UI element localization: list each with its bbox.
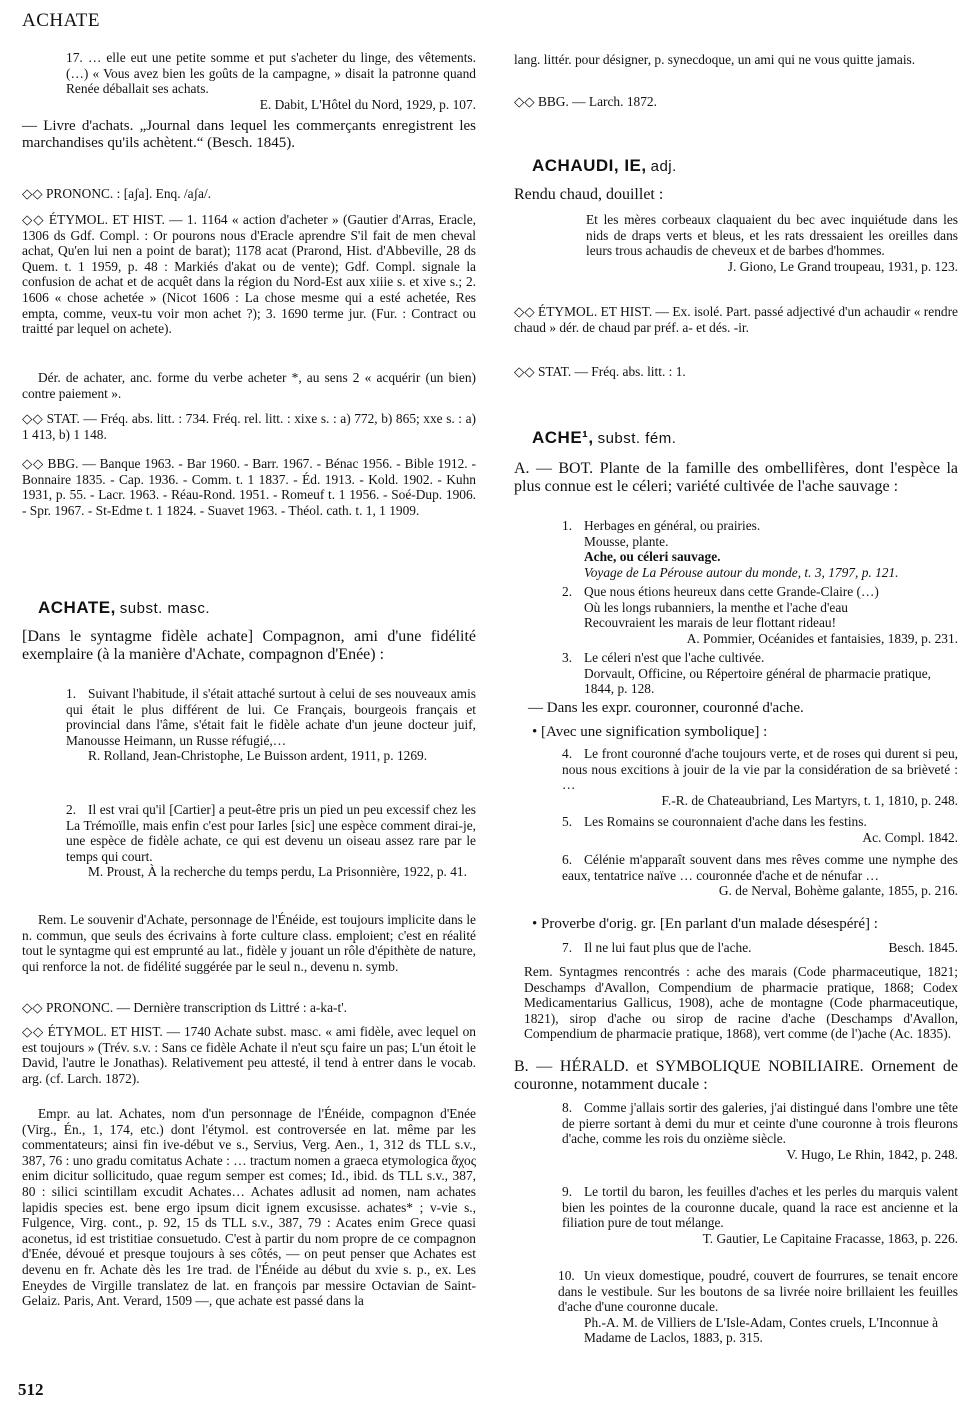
- part-of-speech: subst. fém.: [597, 430, 677, 447]
- headword: ACHE¹,: [532, 428, 594, 447]
- achate-emprunt: Empr. au lat. Achates, nom d'un personnage de l'Énéide, compagnon d'Enée (Virg., Én., 1, 174, etc.) dont l'étymol. est controversée en lat. même par les commentateurs; ainsi fin ive-début ve s., Servius, Verg. Aen., 1, 312 ds TLL s.v., 387, 76 : uno gradu comitatus Achate : … tractum nomen a graeca etymologica ἄχος enim dicitur sollicitudo, quae regum semper est comes; Id., ibid. ds TLL s.v., 387, 80 : silici scintillam excudit Achates… Achates adlusit ad nomen, nam achates lapidis species est. bene ergo ipsum dicit ignem excusisse. achates* ; v-vie s., Fulgence, Virg. cont., p. 92, 15 ds TLL s.v., 387, 79 : Acates enim Grece quasi aconetus, id est tristitiae consuetudo. C'est à partir du nom propre de ce compagnon d'Enée, dévoué et presque toujours à ses côtés, — on peut penser que Achates est devenu en fr. Achate dès les 1re trad. de l'Énéide au début du xvie s. p., ex. Les Eneydes de Virgille translatez de lat. en françois par messire Octavian de Saint-Gelaiz. Paris, Ant. Verard, 1509 —, que achate est passé dans la: [22, 1106, 476, 1309]
- entry-achate-head: [38, 598, 210, 618]
- achaudi-definition: Rendu chaud, douillet :: [514, 186, 664, 203]
- ache-citation-2: 2. Que nous étions heureux dans cette Grande-Claire (…) Où les longs rubanniers, la menthe et l'ache d'eau Recouvraient les marais de leur flottant rideau! A. Pommier, Océanides et fantaisies, 1839, p. 231.: [562, 584, 958, 646]
- ache-citation-4: 4. Le front couronné d'ache toujours verte, et de roses qui durent si peu, nous nous excitions à jouir de la vie par la considération de sa brièveté : … F.-R. de Chateaubriand, Les Martyrs, t. 1, 1810, p. 248.: [562, 746, 958, 808]
- bbg-achate: ◇◇ BBG. — Larch. 1872.: [514, 94, 657, 109]
- ache-proverbe: • Proverbe d'orig. gr. [En parlant d'un malade désespéré] :: [532, 916, 878, 932]
- achate-citation-2: 2. Il est vrai qu'il [Cartier] a peut-être pris un pied un peu excessif chez les La Trémoïlle, mais enfin c'est pour Iarles [sic] une espèce comment dirai-je, une espèce de fidèle achate, ce qui est devenu un oiseau assez rare par le temps qui court. M. Proust, À la recherche du temps perdu, La Prisonnière, 1922, p. 41.: [66, 802, 476, 880]
- etymol-achat: ◇◇ ÉTYMOL. ET HIST. — 1. 1164 « action d'acheter » (Gautier d'Arras, Eracle, 1306 ds Gdf. Compl. : Or pourons nous d'Eracle aprendre S'il fait de men cheval achat, Qu'en lui nen a point de barat); 1178 acat (Prarond, Hist. d'Abbeville, 28 ds Quem. t. 1 1959, p. 48 : Markiés d'akat ou de vente); Gdf. Compl. signale la confusion de achat et de acquêt dans la région du Nord-Est aux xiiie s. et xive s.; 2. 1606 « chose achetée » (Nicot 1606 : La chose mesme qui a esté achetée, Res empta, comme, veux-tu voir mon achet ?); 3. 1690 terme jur. (Fur. : Contract ou traitté par lequel on achete).: [22, 212, 476, 337]
- ache-citation-9: 9. Le tortil du baron, les feuilles d'aches et les perles du marquis valent bien les pointes de la couronne ducale, quand la race est ancienne et la filiation pure de tout mélange. T. Gautier, Le Capitaine Fracasse, 1863, p. 226.: [562, 1184, 958, 1246]
- ache-citation-10: 10. Un vieux domestique, poudré, couvert de fourrures, se tenait encore dans le vestibule. Sur les boutons de sa livrée noire brillaient les feuilles d'ache d'une couronne ducale. Ph.-A. M. de Villiers de L'Isle-Adam, Contes cruels, L'Inconnue à Madame de Laclos, 1883, p. 315.: [558, 1268, 958, 1346]
- achate-prononc: ◇◇ PRONONC. — Dernière transcription ds Littré : a-ka-t'.: [22, 1000, 347, 1015]
- achaudi-stat: ◇◇ STAT. — Fréq. abs. litt. : 1.: [514, 364, 686, 379]
- headword: ACHAUDI, IE,: [532, 156, 647, 175]
- entry-ache-head: [532, 428, 676, 448]
- citation-text: … elle eut une petite somme et put s'acheter du linge, des vêtements. (…) « Vous avez bien les goûts de la campagne, » disait la patronne quand Renée déballait ses achats.: [66, 50, 476, 97]
- derivation-achat: Dér. de achater, anc. forme du verbe acheter *, au sens 2 « acquérir (un bien) contre paiement ».: [22, 370, 476, 401]
- ache-citation-6: 6. Célénie m'apparaît souvent dans mes rêves comme une nymphe des eaux, tentatrice naïve … couronnée d'ache et de nénufar … G. de Nerval, Bohème galante, 1855, p. 216.: [562, 852, 958, 899]
- ache-sense-a: A. — BOT. Plante de la famille des ombellifères, dont l'espèce la plus connue est le céleri; variété cultivée de l'ache sauvage :: [514, 460, 958, 495]
- page-number: 512: [18, 1380, 44, 1399]
- running-head: ACHATE: [22, 10, 100, 31]
- entry-achaudi-head: [532, 156, 677, 176]
- achaudi-citation: Et les mères corbeaux claquaient du bec avec inquiétude dans les nids de draps verts et bleus, et les rats dressaient les oreilles dans leurs trous achaudis de cheveux et de barbes d'hommes. J. Giono, Le Grand troupeau, 1931, p. 123.: [586, 212, 958, 274]
- headword: ACHATE,: [38, 598, 116, 617]
- bbg-achat: ◇◇ BBG. — Banque 1963. - Bar 1960. - Barr. 1967. - Bénac 1956. - Bible 1912. - Bonnaire 1835. - Cap. 1936. - Comm. t. 1 1837. - Éd. 1913. - Kold. 1902. - Kuhn 1931, p. 55. - Lacr. 1963. - Réau-Rond. 1951. - Romeuf t. 1 1956. - Soé-Dup. 1906. - Spr. 1967. - St-Edme t. 1 1824. - Suavet 1963. - Théol. cath. t. 1, 1 1909.: [22, 456, 476, 518]
- achate-continuation: lang. littér. pour désigner, p. synecdoque, un ami qui ne vous quitte jamais.: [514, 52, 916, 67]
- ache-citation-3: 3. Le céleri n'est que l'ache cultivée. Dorvault, Officine, ou Répertoire général de pharmacie pratique, 1844, p. 128.: [562, 650, 932, 697]
- ache-citation-1: 1. Herbages en général, ou prairies. Mousse, plante. Ache, ou céleri sauvage. Voyage de La Pérouse autour du monde, t. 3, 1797, p. 121.: [562, 518, 899, 580]
- achate-etymol: ◇◇ ÉTYMOL. ET HIST. — 1740 Achate subst. masc. « ami fidèle, avec lequel on est toujours » (Trév. s.v. : Sans ce fidèle Achate il n'eut sçu faire un pas; L'un étoit le David, l'autre le Jonathas). Relativement peu attesté, il tend à entrer dans le vocab. arg. (cf. Larch. 1872).: [22, 1024, 476, 1086]
- citation-17: [66, 50, 520, 112]
- achate-definition: [Dans le syntagme fidèle achate] Compagnon, ami d'une fidélité exemplaire (à la manière d'Achate, compagnon d'Enée) :: [22, 628, 476, 663]
- livre-achats: — Livre d'achats. „Journal dans lequel les commerçants enregistrent les marchandises qu'ils achètent.“ (Besch. 1845).: [22, 118, 476, 151]
- achate-remark: Rem. Le souvenir d'Achate, personnage de l'Énéide, est toujours implicite dans le n. commun, que seuls des écrivains à forte culture class. emploient; c'est en réalité tout le syntagme qui est emprunté au lat., fidèle y jouant un rôle d'épithète de nature, qui renforce la not. de fidélité suggérée par le seul n., devenu n. symb.: [22, 912, 476, 974]
- achate-citation-1: 1. Suivant l'habitude, il s'était attaché surtout à celui de ses nouveaux amis qui était le plus différent de lui. Ce Français, bourgeois français et provincial dans l'âme, s'était fait le fidèle achate d'un jeune docteur juif, Manousse Heimann, un Russe réfugié,… R. Rolland, Jean-Christophe, Le Buisson ardent, 1911, p. 1269.: [66, 686, 476, 764]
- part-of-speech: subst. masc.: [119, 600, 210, 617]
- ache-citation-7: 7. Il ne lui faut plus que de l'ache. Besch. 1845.: [562, 940, 958, 955]
- stat-achat: ◇◇ STAT. — Fréq. abs. litt. : 734. Fréq. rel. litt. : xixe s. : a) 772, b) 865; xxe s. : a) 1 413, b) 1 148.: [22, 411, 476, 442]
- citation-source: E. Dabit, L'Hôtel du Nord, 1929, p. 107.: [259, 96, 476, 112]
- ache-citation-8: 8. Comme j'allais sortir des galeries, j'ai distingué dans l'ombre une tête de pierre sortant à demi du mur et ceinte d'une couronne à trois fleurons d'ache, comme les rois du onzième siècle. V. Hugo, Le Rhin, 1842, p. 248.: [562, 1100, 958, 1162]
- ache-citation-5: 5. Les Romains se couronnaient d'ache dans les festins. Ac. Compl. 1842.: [562, 814, 958, 845]
- part-of-speech: adj.: [650, 158, 677, 175]
- ache-sense-b: B. — HÉRALD. et SYMBOLIQUE NOBILIAIRE. Ornement de couronne, notamment ducale :: [514, 1058, 958, 1093]
- ache-expr: — Dans les expr. couronner, couronné d'ache.: [528, 700, 804, 716]
- ache-symbolique: • [Avec une signification symbolique] :: [532, 724, 768, 740]
- achaudi-etymol: ◇◇ ÉTYMOL. ET HIST. — Ex. isolé. Part. passé adjectivé d'un achaudir « rendre chaud » dér. de chaud par préf. a- et dés. -ir.: [514, 304, 958, 335]
- citation-number: 17.: [66, 50, 83, 65]
- ache-remark: Rem. Syntagmes rencontrés : ache des marais (Code pharmaceutique, 1821; Deschamps d'Avallon, Compendium de pharmacie pratique, 1868; Codex Medicamentarius Gallicus, 1908), ache de montagne (Code pharmaceutique, 1821), sirop d'ache ou sirop de racine d'ache (Deschamps d'Avallon, Compendium de pharmacie pratique, 1868), vert comme (de l')ache (Ac. 1835).: [524, 964, 958, 1042]
- prononc-achat: ◇◇ PRONONC. : [aʃa]. Enq. /aʃa/.: [22, 186, 212, 201]
